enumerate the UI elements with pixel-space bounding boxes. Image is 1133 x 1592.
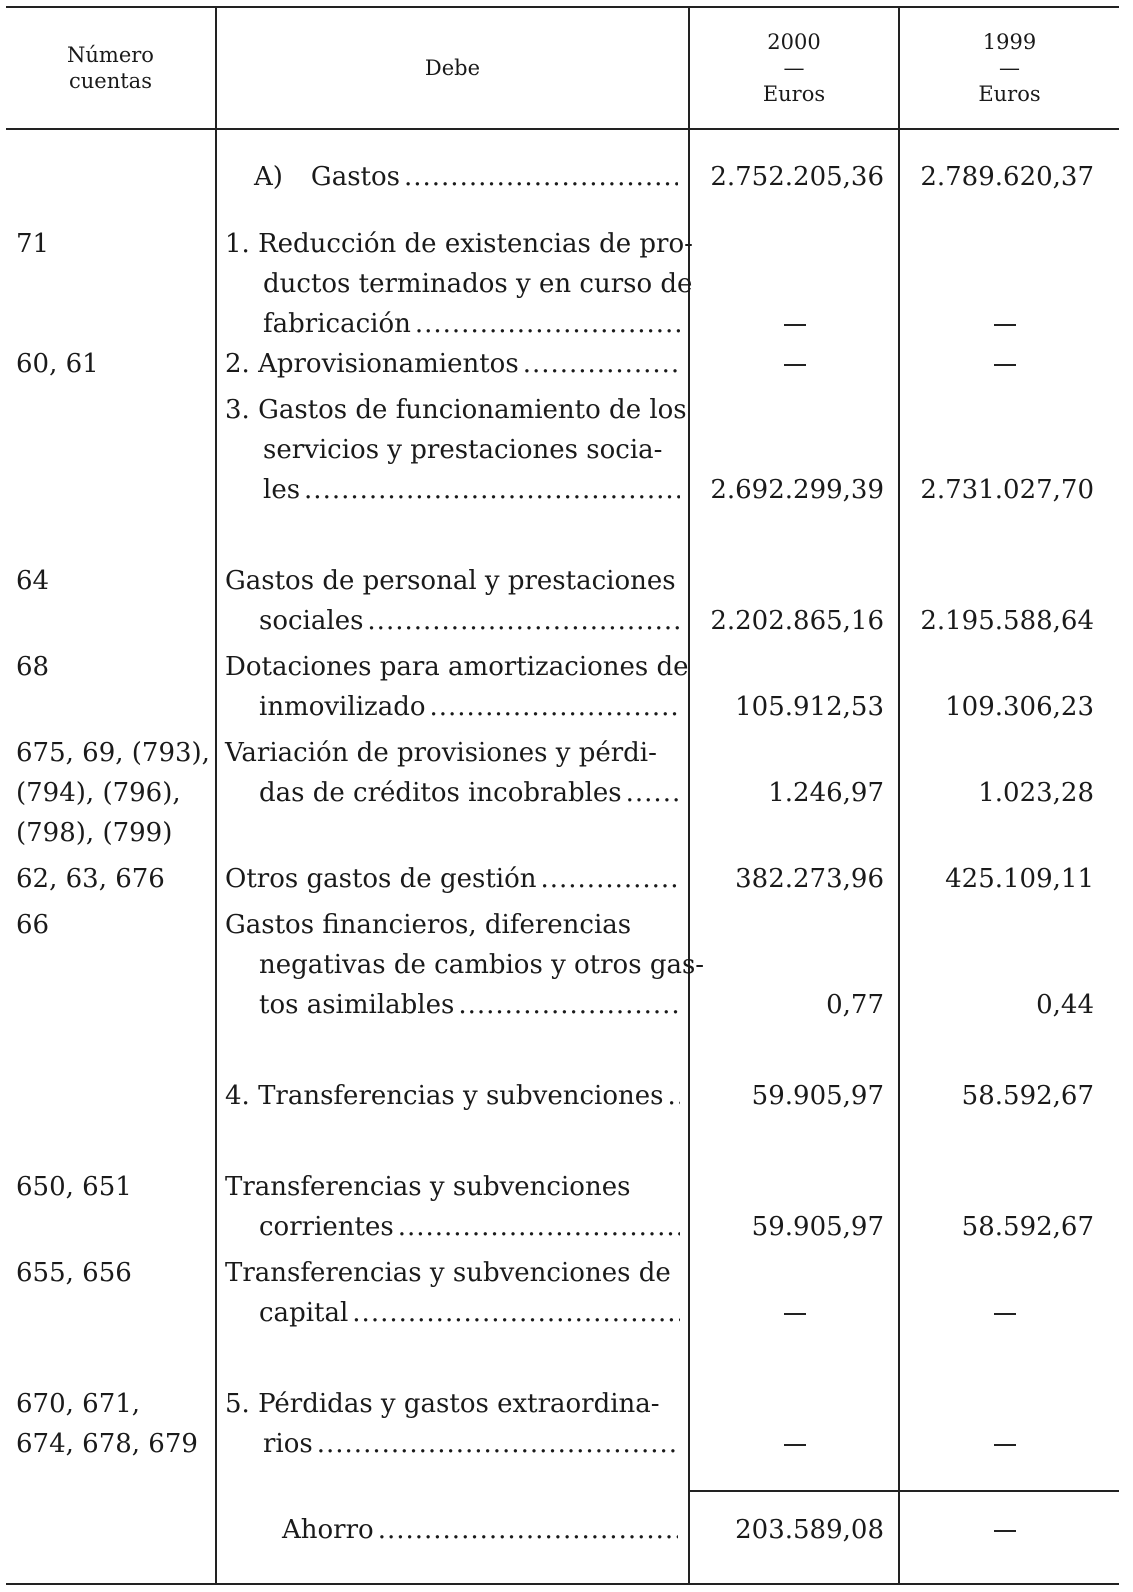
account-64: 64 [16,566,50,596]
header-year-1999 [900,6,1119,130]
r1-1999 [898,304,1094,344]
account-71: 71 [16,229,50,259]
account-670-line2: 674, 678, 679 [16,1429,198,1459]
r5-2000 [688,1424,884,1464]
r5-line1: 5. Pérdidas y gastos extraordina- [225,1389,660,1419]
header-2000-year: 2000 [767,30,821,54]
ahorro-label: Ahorro [282,1515,374,1545]
row-r655-label [225,1253,680,1333]
r4-line1: 4. Transferencias y subvenciones [225,1081,664,1111]
header-2000-unit: Euros [762,82,826,106]
header-debe [217,6,688,130]
gastos-prefix: A) [254,162,283,192]
header-1999-year: 1999 [982,30,1037,54]
row-r3-label [225,390,687,510]
row-r1-label [225,224,693,344]
r2-line1: 2. Aprovisionamientos [225,349,519,379]
r3-2000: 2.692.299,39 [710,475,884,505]
r64-line2: sociales [259,606,364,636]
row-r66-label [225,905,705,1025]
account-66: 66 [16,910,50,940]
r66-line3: tos asimilables [259,990,455,1020]
row-r68-label [225,647,689,727]
r1-2000 [688,304,884,344]
gastos-1999: 2.789.620,37 [920,162,1094,192]
ahorro-top-rule [688,1490,1119,1492]
header-2000-separator: — [783,56,805,80]
r3-line1: 3. Gastos de funcionamiento de los [225,395,687,425]
r68-2000: 105.912,53 [735,692,884,722]
account-675-group [16,733,216,853]
r1-line2: ductos terminados y en curso de [263,269,693,299]
account-675-line1: 675, 69, (793), [16,738,210,768]
table-bottom-rule [6,1583,1119,1585]
r68-line2: inmovilizado [259,692,426,722]
r675-line2: das de créditos incobrables [259,778,622,808]
r62-2000: 382.273,96 [735,864,884,894]
account-675-line3: (798), (799) [16,818,173,848]
r4-1999: 58.592,67 [961,1081,1094,1111]
gastos-2000: 2.752.205,36 [710,162,884,192]
row-r62-label [225,859,680,899]
r64-2000: 2.202.865,16 [710,606,884,636]
account-670-group [16,1384,216,1464]
r5-line2: rios [263,1429,313,1459]
header-1999-separator: — [998,56,1020,80]
r66-line1: Gastos financieros, diferencias [225,910,632,940]
account-62-63-676: 62, 63, 676 [16,864,165,894]
r675-line1: Variación de provisiones y pérdi- [225,738,657,768]
r66-2000: 0,77 [826,990,884,1020]
r675-1999: 1.023,28 [978,778,1094,808]
account-60-61: 60, 61 [16,349,99,379]
r4-2000: 59.905,97 [751,1081,884,1111]
r64-1999: 2.195.588,64 [920,606,1094,636]
r68-line1: Dotaciones para amortizaciones de [225,652,689,682]
r655-line1: Transferencias y subvenciones de [225,1258,671,1288]
row-r675-label [225,733,680,813]
account-68: 68 [16,652,50,682]
header-debe-label: Debe [424,56,481,80]
r655-1999 [898,1293,1094,1333]
r62-line1: Otros gastos de gestión [225,864,537,894]
gastos-label: Gastos [310,162,400,192]
ahorro-1999 [898,1510,1094,1550]
header-account-number-line1: Número [67,43,154,67]
account-655-656: 655, 656 [16,1258,132,1288]
r66-1999: 0,44 [1036,990,1094,1020]
row-r2-label [225,344,680,384]
r3-line3: les [263,475,301,505]
accounts-table [6,6,1119,1585]
account-650-651: 650, 651 [16,1172,132,1202]
r62-1999: 425.109,11 [945,864,1094,894]
header-1999-unit: Euros [978,82,1041,106]
r650-line2: corrientes [259,1212,394,1242]
row-r64-label [225,561,680,641]
r1-line1: 1. Reducción de existencias de pro- [225,229,693,259]
r675-2000: 1.246,97 [768,778,884,808]
row-r5-label [225,1384,680,1464]
r3-line2: servicios y prestaciones socia- [263,435,663,465]
row-r650-label [225,1167,680,1247]
r655-2000 [688,1293,884,1333]
r650-2000: 59.905,97 [751,1212,884,1242]
account-675-line2: (794), (796), [16,778,181,808]
r3-1999: 2.731.027,70 [920,475,1094,505]
r2-1999 [898,344,1094,384]
row-gastos-label [254,157,678,197]
r655-line2: capital [259,1298,349,1328]
header-account-number [6,6,215,130]
r650-line1: Transferencias y subvenciones [225,1172,631,1202]
row-r4-label [225,1076,680,1116]
r68-1999: 109.306,23 [945,692,1094,722]
r5-1999 [898,1424,1094,1464]
r2-2000 [688,344,884,384]
r64-line1: Gastos de personal y prestaciones [225,566,676,596]
ahorro-2000: 203.589,08 [735,1515,884,1545]
r66-line2: negativas de cambios y otros gas- [259,950,705,980]
header-year-2000 [690,6,898,130]
header-account-number-line2: cuentas [69,69,152,93]
r1-line3: fabricación [263,309,411,339]
r650-1999: 58.592,67 [961,1212,1094,1242]
account-670-line1: 670, 671, [16,1389,141,1419]
row-ahorro-label [282,1510,678,1550]
